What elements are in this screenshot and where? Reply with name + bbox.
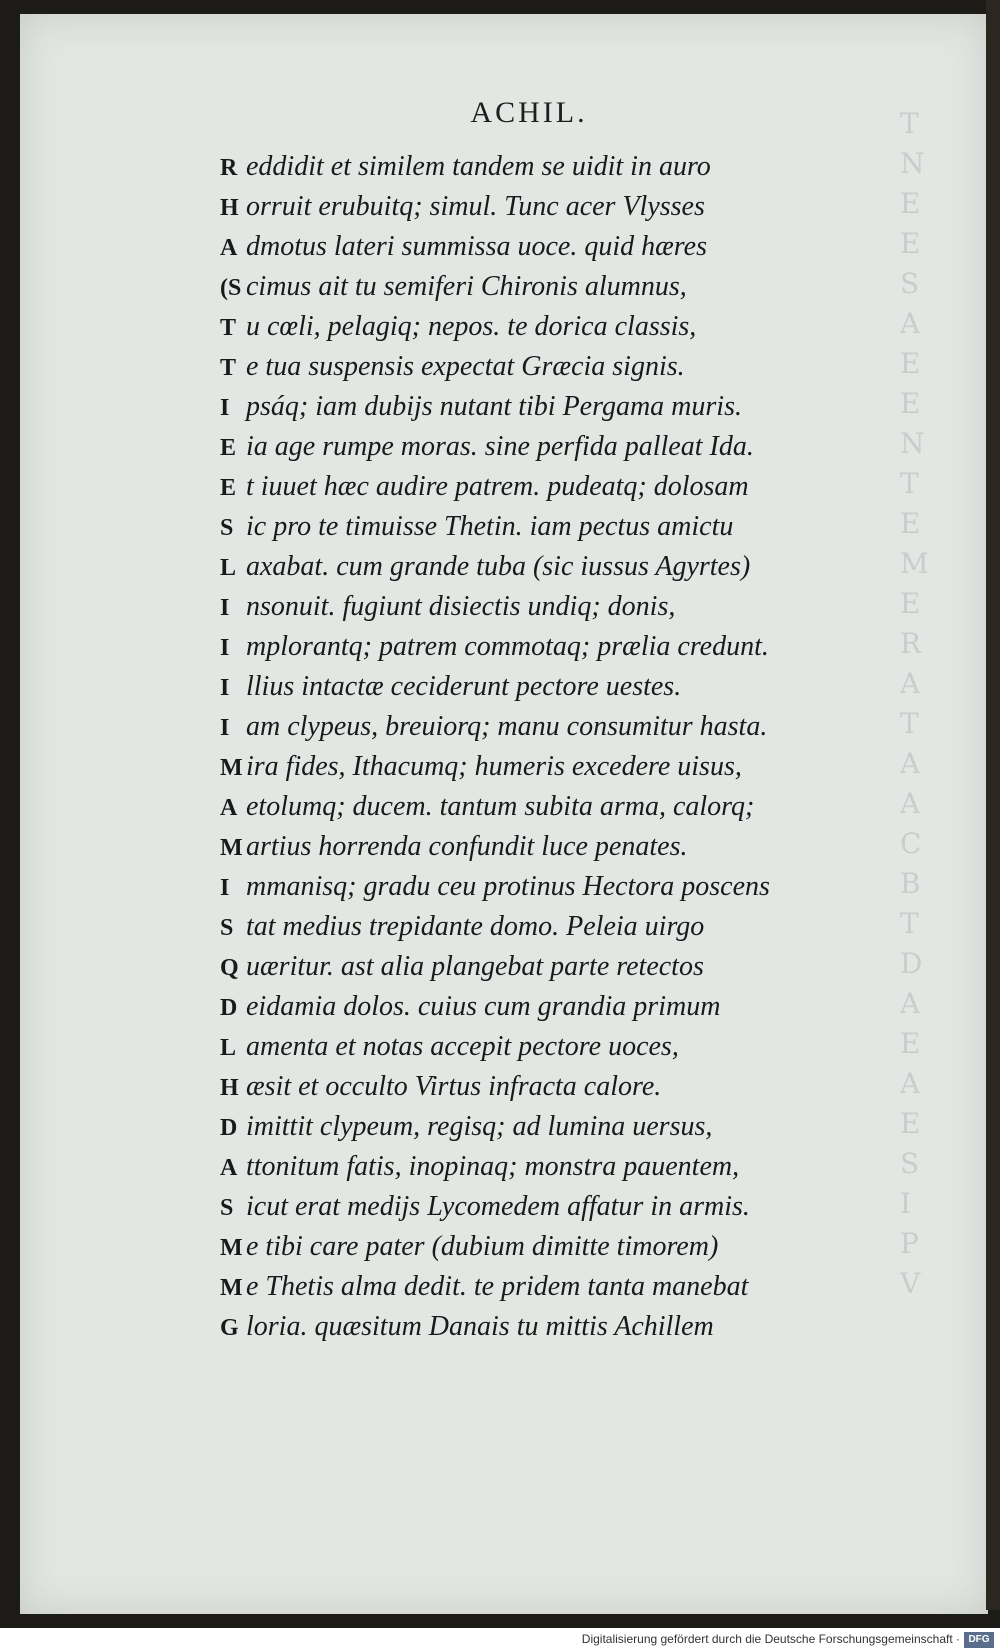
- verse-line: [220, 627, 940, 667]
- verse-initial: D: [220, 1115, 238, 1141]
- verse-line: [220, 427, 940, 467]
- verse-line: [220, 547, 940, 587]
- verse-initial: E: [220, 475, 237, 501]
- verse-line: [220, 947, 940, 987]
- dfg-logo: DFG: [964, 1632, 994, 1648]
- verse-initial: L: [220, 1035, 237, 1061]
- verse-text: eidamia dolos. cuius cum grandia primum: [246, 991, 721, 1022]
- verse-initial: A: [220, 235, 238, 261]
- verse-line: [220, 307, 940, 347]
- verse-line: [220, 387, 940, 427]
- verse-line: [220, 827, 940, 867]
- verse-initial: H: [220, 1075, 239, 1101]
- verse-text: axabat. cum grande tuba (sic iussus Agyrtes): [246, 551, 751, 582]
- verse-line: [220, 747, 940, 787]
- verse-text: ttonitum fatis, inopinaq; monstra pauentem,: [246, 1151, 740, 1182]
- verse-text: icut erat medijs Lycomedem affatur in armis.: [246, 1191, 750, 1222]
- verse-line: [220, 987, 940, 1027]
- verse-line: [220, 467, 940, 507]
- verse-line: [220, 1067, 940, 1107]
- verse-text: am clypeus, breuiorq; manu consumitur hasta.: [246, 711, 768, 742]
- verse-text: loria. quæsitum Danais tu mittis Achillem: [246, 1311, 714, 1342]
- verse-list: [220, 147, 940, 1347]
- verse-text: eddidit et similem tandem se uidit in auro: [246, 151, 711, 182]
- verse-line: [220, 867, 940, 907]
- verse-line: [220, 587, 940, 627]
- verse-line: [220, 707, 940, 747]
- verse-initial: H: [220, 195, 239, 221]
- verse-initial: M: [220, 1275, 243, 1301]
- verse-text: llius intactæ ceciderunt pectore uestes.: [246, 671, 682, 702]
- footer-credit: Digitalisierung gefördert durch die Deutsche Forschungsgemeinschaft ·: [581, 1632, 960, 1646]
- verse-text: æsit et occulto Virtus infracta calore.: [246, 1071, 662, 1102]
- book-page: [20, 14, 988, 1614]
- verse-line: [220, 147, 940, 187]
- verse-initial: T: [220, 355, 237, 381]
- verse-initial: M: [220, 835, 243, 861]
- verse-text: cimus ait tu semiferi Chironis alumnus,: [246, 271, 687, 302]
- show-through-text: T N E E S A E E N T E M E R A T A A C B T D A E A E S I P V: [900, 107, 929, 1300]
- verse-initial: I: [220, 395, 230, 421]
- verse-line: [220, 1187, 940, 1227]
- verse-initial: (S: [220, 275, 242, 301]
- verse-initial: D: [220, 995, 238, 1021]
- verse-text: u cœli, pelagiq; nepos. te dorica classis,: [246, 311, 697, 342]
- verse-text: ia age rumpe moras. sine perfida palleat Ida.: [246, 431, 754, 462]
- verse-text: ic pro te timuisse Thetin. iam pectus amictu: [246, 511, 734, 542]
- verse-initial: I: [220, 675, 230, 701]
- verse-initial: I: [220, 635, 230, 661]
- verse-line: [220, 1267, 940, 1307]
- verse-initial: L: [220, 555, 237, 581]
- verse-text: uæritur. ast alia plangebat parte retectos: [246, 951, 704, 982]
- verse-initial: S: [220, 915, 234, 941]
- verse-text: amenta et notas accepit pectore uoces,: [246, 1031, 679, 1062]
- verse-initial: A: [220, 795, 238, 821]
- verse-line: [220, 667, 940, 707]
- verse-text: t iuuet hæc audire patrem. pudeatq; dolosam: [246, 471, 749, 502]
- footer-bar: [0, 1628, 1000, 1652]
- verse-line: [220, 1027, 940, 1067]
- verse-line: [220, 187, 940, 227]
- verse-initial: I: [220, 595, 230, 621]
- verse-initial: M: [220, 755, 243, 781]
- verse-text: e tua suspensis expectat Græcia signis.: [246, 351, 685, 382]
- verse-line: [220, 227, 940, 267]
- verse-initial: T: [220, 315, 237, 341]
- verse-text: e Thetis alma dedit. te pridem tanta manebat: [246, 1271, 749, 1302]
- verse-initial: S: [220, 515, 234, 541]
- verse-text: dmotus lateri summissa uoce. quid hæres: [246, 231, 707, 262]
- verse-initial: Q: [220, 955, 239, 981]
- verse-text: ira fides, Ithacumq; humeris excedere uisus,: [246, 751, 742, 782]
- running-head: ACHIL.: [470, 96, 588, 129]
- verse-initial: R: [220, 155, 238, 181]
- verse-text: artius horrenda confundit luce penates.: [246, 831, 688, 862]
- verse-text: tat medius trepidante domo. Peleia uirgo: [246, 911, 705, 942]
- book-edge: [986, 0, 1000, 1610]
- verse-text: imittit clypeum, regisq; ad lumina uersus,: [246, 1111, 713, 1142]
- verse-initial: G: [220, 1315, 239, 1341]
- verse-text: etolumq; ducem. tantum subita arma, calorq;: [246, 791, 755, 822]
- verse-initial: E: [220, 435, 237, 461]
- verse-line: [220, 907, 940, 947]
- verse-line: [220, 1147, 940, 1187]
- verse-initial: M: [220, 1235, 243, 1261]
- verse-line: [220, 507, 940, 547]
- verse-line: [220, 1107, 940, 1147]
- verse-text: e tibi care pater (dubium dimitte timorem): [246, 1231, 719, 1262]
- verse-initial: A: [220, 1155, 238, 1181]
- verse-line: [220, 1227, 940, 1267]
- verse-initial: S: [220, 1195, 234, 1221]
- verse-line: [220, 787, 940, 827]
- verse-line: [220, 1307, 940, 1347]
- verse-text: mmanisq; gradu ceu protinus Hectora poscens: [246, 871, 770, 902]
- verse-text: orruit erubuitq; simul. Tunc acer Vlysses: [246, 191, 705, 222]
- verse-initial: I: [220, 715, 230, 741]
- verse-text: nsonuit. fugiunt disiectis undiq; donis,: [246, 591, 676, 622]
- verse-text: mplorantq; patrem commotaq; prælia credunt.: [246, 631, 769, 662]
- verse-text: psáq; iam dubijs nutant tibi Pergama muris.: [246, 391, 742, 422]
- verse-initial: I: [220, 875, 230, 901]
- verse-line: [220, 347, 940, 387]
- verse-line: [220, 267, 940, 307]
